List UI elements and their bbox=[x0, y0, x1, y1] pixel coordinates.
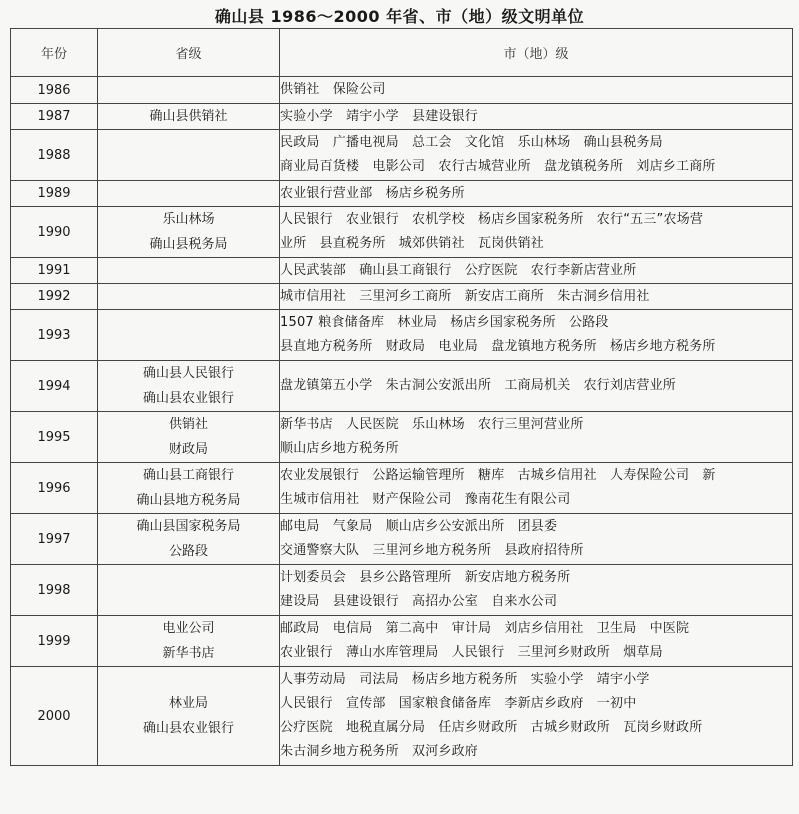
city-unit-line: 建设局 县建设银行 高招办公室 自来水公司 bbox=[280, 594, 558, 609]
city-unit-line: 商业局百货楼 电影公司 农行古城营业所 盘龙镇税务所 刘店乡工商所 bbox=[280, 159, 716, 174]
city-cell bbox=[280, 181, 793, 207]
city-unit-line: 生城市信用社 财产保险公司 豫南花生有限公司 bbox=[280, 492, 571, 507]
civilized-units-table bbox=[10, 28, 793, 766]
city-unit-line: 业所 县直税务所 城郊供销社 瓦岗供销社 bbox=[280, 236, 545, 251]
province-unit: 新华书店 bbox=[162, 646, 215, 661]
province-unit: 确山县税务局 bbox=[149, 237, 228, 252]
table-row bbox=[11, 181, 793, 207]
province-cell bbox=[98, 181, 280, 207]
year-cell: 1995 bbox=[11, 412, 98, 463]
city-unit-line: 盘龙镇第五小学 朱古洞公安派出所 工商局机关 农行刘店营业所 bbox=[280, 378, 677, 393]
year-cell: 1989 bbox=[11, 181, 98, 207]
table-row bbox=[11, 463, 793, 514]
province-unit: 确山县工商银行 bbox=[142, 468, 234, 483]
year-cell: 1992 bbox=[11, 284, 98, 310]
province-unit: 财政局 bbox=[168, 442, 208, 457]
province-unit: 确山县国家税务局 bbox=[136, 519, 241, 534]
province-cell bbox=[98, 207, 280, 258]
city-unit-line: 人民银行 宣传部 国家粮食储备库 李新店乡政府 一初中 bbox=[280, 696, 637, 711]
province-cell bbox=[98, 104, 280, 130]
year-cell: 1986 bbox=[11, 77, 98, 104]
header-year: 年份 bbox=[11, 29, 98, 77]
city-unit-line: 顺山店乡地方税务所 bbox=[280, 441, 399, 456]
year-cell: 1994 bbox=[11, 361, 98, 412]
city-cell bbox=[280, 361, 793, 412]
table-row bbox=[11, 667, 793, 766]
table-row bbox=[11, 310, 793, 361]
province-cell bbox=[98, 412, 280, 463]
province-cell bbox=[98, 310, 280, 361]
page-title: 确山县 1986～2000 年省、市（地）级文明单位 bbox=[214, 7, 585, 26]
city-unit-line: 民政局 广播电视局 总工会 文化馆 乐山林场 确山县税务局 bbox=[280, 135, 663, 150]
year-cell: 1993 bbox=[11, 310, 98, 361]
city-unit-line: 人民银行 农业银行 农机学校 杨店乡国家税务所 农行“五三”农场营 bbox=[280, 212, 704, 227]
city-unit-line: 城市信用社 三里河乡工商所 新安店工商所 朱古洞乡信用社 bbox=[280, 288, 650, 304]
table-row bbox=[11, 104, 793, 130]
city-cell bbox=[280, 565, 793, 616]
header-city: 市（地）级 bbox=[280, 29, 793, 77]
table-row bbox=[11, 284, 793, 310]
city-unit-line: 农业银行营业部 杨店乡税务所 bbox=[280, 185, 465, 201]
city-unit-line: 交通警察大队 三里河乡地方税务所 县政府招待所 bbox=[280, 543, 584, 558]
province-cell bbox=[98, 667, 280, 766]
city-cell bbox=[280, 284, 793, 310]
province-cell bbox=[98, 258, 280, 284]
city-cell bbox=[280, 616, 793, 667]
city-unit-line: 供销社 保险公司 bbox=[280, 82, 386, 97]
year-cell: 1997 bbox=[11, 514, 98, 565]
province-unit: 确山县农业银行 bbox=[142, 721, 234, 736]
table-row bbox=[11, 130, 793, 181]
province-cell bbox=[98, 77, 280, 104]
table-row bbox=[11, 207, 793, 258]
city-cell bbox=[280, 412, 793, 463]
province-cell bbox=[98, 616, 280, 667]
province-unit: 电业公司 bbox=[162, 621, 215, 636]
city-cell bbox=[280, 77, 793, 104]
table-row bbox=[11, 77, 793, 104]
province-cell bbox=[98, 361, 280, 412]
city-unit-line: 1507 粮食储备库 林业局 杨店乡国家税务所 公路段 bbox=[280, 315, 609, 330]
city-unit-line: 公疗医院 地税直属分局 任店乡财政所 古城乡财政所 瓦岗乡财政所 bbox=[280, 720, 703, 735]
city-unit-line: 农业银行 薄山水库管理局 人民银行 三里河乡财政所 烟草局 bbox=[280, 645, 663, 660]
header-province: 省级 bbox=[98, 29, 280, 77]
year-cell: 1999 bbox=[11, 616, 98, 667]
table-row bbox=[11, 412, 793, 463]
city-unit-line: 县直地方税务所 财政局 电业局 盘龙镇地方税务所 杨店乡地方税务所 bbox=[280, 339, 716, 354]
city-cell bbox=[280, 258, 793, 284]
city-cell bbox=[280, 104, 793, 130]
table-row bbox=[11, 361, 793, 412]
city-unit-line: 农业发展银行 公路运输管理所 糖库 古城乡信用社 人寿保险公司 新 bbox=[280, 468, 716, 483]
province-unit: 确山县人民银行 bbox=[142, 366, 234, 381]
province-unit: 确山县供销社 bbox=[149, 109, 228, 124]
province-unit: 确山县农业银行 bbox=[142, 391, 234, 406]
year-cell: 1998 bbox=[11, 565, 98, 616]
city-cell bbox=[280, 130, 793, 181]
province-cell bbox=[98, 284, 280, 310]
province-unit: 供销社 bbox=[168, 417, 208, 432]
table-row bbox=[11, 514, 793, 565]
province-unit: 乐山林场 bbox=[162, 212, 215, 227]
city-cell bbox=[280, 514, 793, 565]
city-unit-line: 计划委员会 县乡公路管理所 新安店地方税务所 bbox=[280, 570, 571, 585]
city-unit-line: 实验小学 靖宇小学 县建设银行 bbox=[280, 108, 479, 124]
city-unit-line: 新华书店 人民医院 乐山林场 农行三里河营业所 bbox=[280, 417, 584, 432]
city-unit-line: 人民武装部 确山县工商银行 公疗医院 农行李新店营业所 bbox=[280, 262, 637, 278]
city-unit-line: 邮电局 气象局 顺山店乡公安派出所 团县委 bbox=[280, 519, 558, 534]
city-unit-line: 邮政局 电信局 第二高中 审计局 刘店乡信用社 卫生局 中医院 bbox=[280, 621, 690, 636]
city-cell bbox=[280, 463, 793, 514]
year-cell: 1990 bbox=[11, 207, 98, 258]
table-row bbox=[11, 616, 793, 667]
city-cell bbox=[280, 310, 793, 361]
city-unit-line: 朱古洞乡地方税务所 双河乡政府 bbox=[280, 744, 479, 759]
table-row bbox=[11, 565, 793, 616]
province-cell bbox=[98, 463, 280, 514]
year-cell: 1996 bbox=[11, 463, 98, 514]
year-cell: 2000 bbox=[11, 667, 98, 766]
city-cell bbox=[280, 207, 793, 258]
table-row bbox=[11, 258, 793, 284]
province-unit: 确山县地方税务局 bbox=[136, 493, 241, 508]
city-cell bbox=[280, 667, 793, 766]
province-cell bbox=[98, 565, 280, 616]
year-cell: 1991 bbox=[11, 258, 98, 284]
province-cell bbox=[98, 130, 280, 181]
city-unit-line: 人事劳动局 司法局 杨店乡地方税务所 实验小学 靖宇小学 bbox=[280, 672, 650, 687]
province-unit: 公路段 bbox=[168, 544, 208, 559]
header-row bbox=[11, 29, 793, 77]
year-cell: 1987 bbox=[11, 104, 98, 130]
year-cell: 1988 bbox=[11, 130, 98, 181]
province-cell bbox=[98, 514, 280, 565]
province-unit: 林业局 bbox=[168, 696, 208, 711]
